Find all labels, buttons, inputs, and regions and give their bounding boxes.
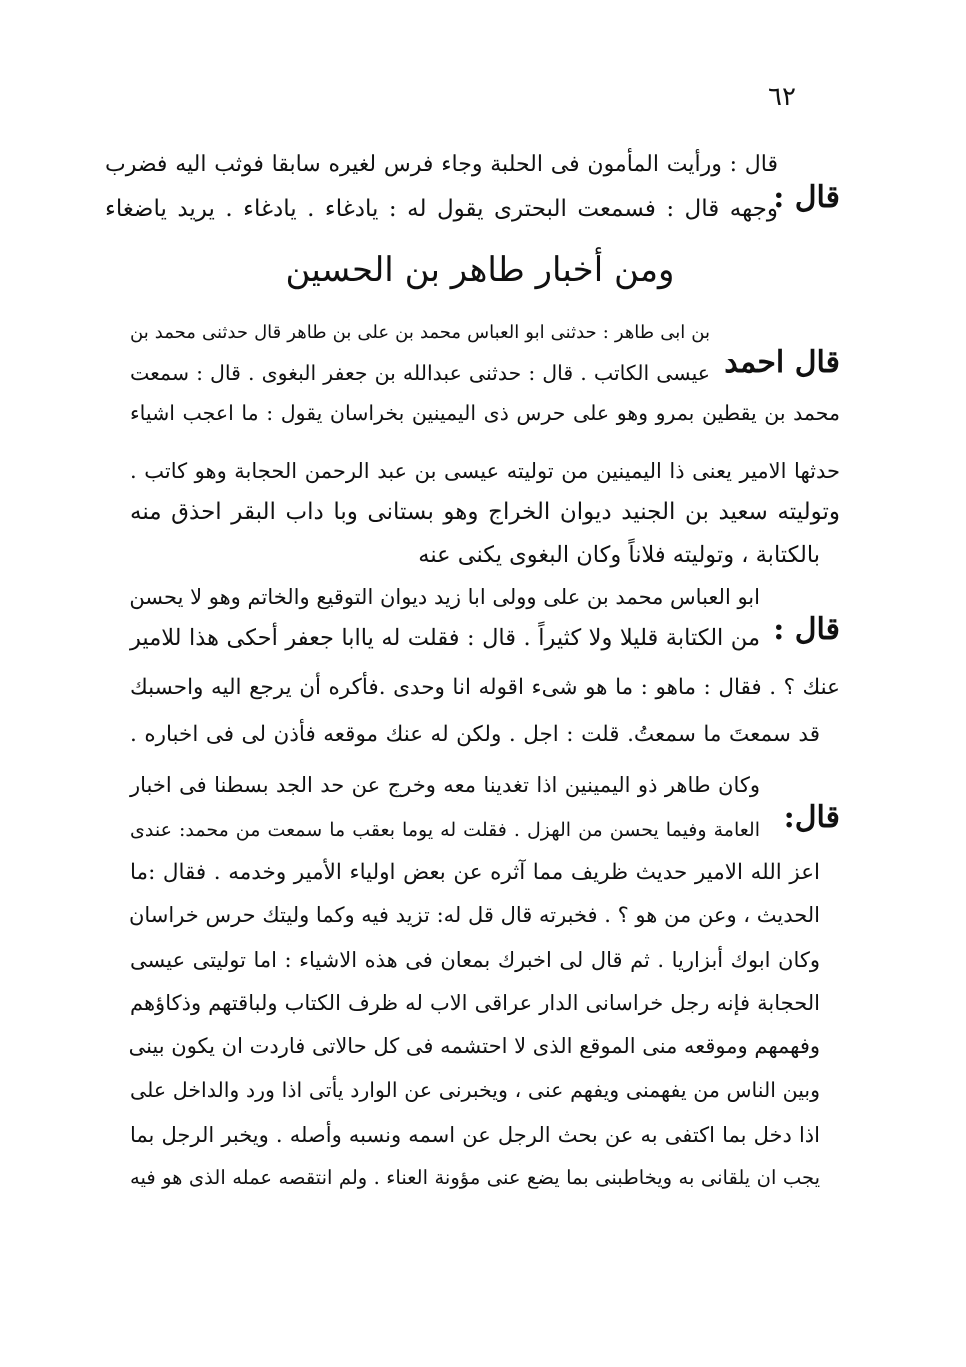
side-label-1: قال : <box>773 180 840 215</box>
text-line-14: العامة وفيما يحسن من الهزل . فقلت له يوما بعقب ما سمعت من محمد: عندى <box>130 819 760 841</box>
text-line-7: وتوليته سعيد بن الجنيد ديوان الخراج وهو بستانى وبا داب البقر احذق منه <box>130 499 840 525</box>
text-line-8: بالكتابة ، وتوليته فلاناً وكان البغوى يكنى عنه <box>418 542 820 568</box>
text-line-21: اذا دخل بما اكتفى به عن بحث الرجل عن اسمه ونسبه وأصله . ويخبر الرجل بما <box>130 1123 820 1147</box>
text-line-18: الحجابة فإنه رجل خراسانى الدار عراقى الاب له ظرف الكتاب ولباقتهم وذكاؤهم <box>130 991 820 1015</box>
text-line-19: وفهمهم وموقعه منى الموقع الذى لا احتشمه فى كل حالاتى فاردت ان يكون بينى <box>128 1034 820 1058</box>
text-line-17: وكان ابوك أبزاريا . ثم قال لى اخبرك بمعان فى هذه الاشياء : اما توليتى عيسى <box>130 948 820 972</box>
text-line-9: ابو العباس محمد بن على وولى ابا زيد ديوان التوقيع والخاتم وهو لا يحسن <box>129 585 760 609</box>
page-number: ٦٢ <box>768 82 796 112</box>
text-line-6: حدثها الامير يعنى ذا اليمينين من توليته عيسى بن عبد الرحمن الحجابة وهو كاتب . <box>130 459 840 483</box>
side-label-3: قال : <box>773 612 840 647</box>
text-line-20: وبين الناس من يفهمنى ويفهم عنى ، ويخبرنى عن الوارد يأتى اذا ورد والداخل على <box>130 1078 820 1102</box>
text-line-16: الحديث ، وعن من هو ؟ . فخبرته قال قل له: تزيد فيه وكما وليتك حرس خراسان <box>128 903 820 927</box>
side-label-4: قال: <box>783 800 840 835</box>
text-line-11: عنك ؟ . فقال : ماهو : ما هو شىء اقوله انا وحدى .فأكره أن يرجع اليه واحسبك <box>130 675 840 700</box>
text-line-10: من الكتابة قليلا ولا كثيراً . قال : فقلت له ياابا جعفر أحكى هذا للامير <box>130 625 760 651</box>
text-line-3: بن ابى طاهر : حدثنى ابو العباس محمد بن على بن طاهر قال حدثنى محمد بن <box>130 322 710 343</box>
text-line-22: يجب ان يلقانى به ويخاطبنى بما يضع عنى مؤونة العناء . ولم انتقصه عمله الذى هو فيه <box>130 1166 820 1189</box>
section-heading: ومن أخبار طاهر بن الحسين <box>285 250 675 290</box>
text-line-2: وجهه قال : فسمعت البحترى يقول له : يادغاء . يادغاء . يريد ياضغاء <box>105 196 778 222</box>
text-line-12: قد سمعتَ ما سمعتُ. قلت : اجل . ولكن له عنك موقعه فأذن لى فى اخباره . <box>130 722 820 747</box>
text-line-4: عيسى الكاتب . قال : حدثنى عبدالله بن جعفر البغوى . قال : سمعت <box>130 361 710 385</box>
text-line-5: محمد بن يقطين بمرو وهو على حرس ذى اليمينين بخراسان يقول : ما اعجب اشياء <box>130 401 840 425</box>
text-line-15: اعز الله الامير حديث ظريف مما آثره عن بعض اولياء الأمير وخدمه . فقال :ما <box>130 860 820 885</box>
text-line-1: قال : ورأيت المأمون فى الحلبة وجاء فرس لغيره سابقا فوثب اليه فضرب <box>105 152 778 177</box>
side-label-2: قال احمد <box>724 345 840 380</box>
text-line-13: وكان طاهر ذو اليمينين اذا تغدينا معه وخرج عن حد الجد بسطنا فى اخبار <box>130 773 760 797</box>
